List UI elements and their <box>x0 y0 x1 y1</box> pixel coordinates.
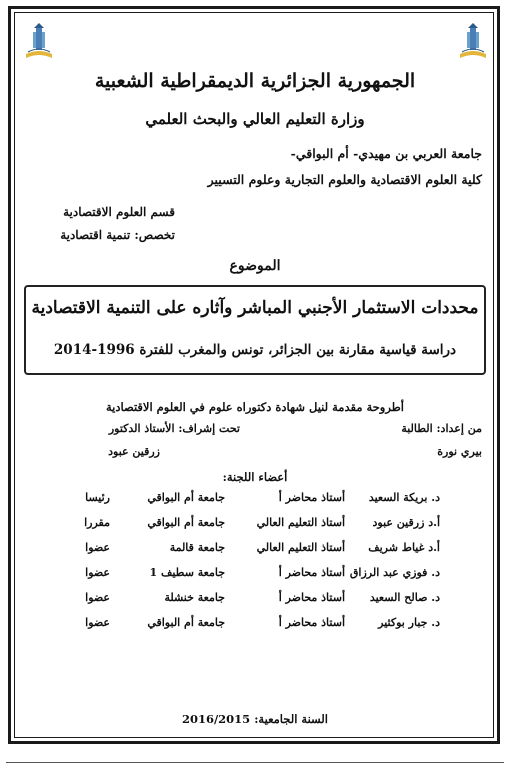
supervision-label: تحت إشراف: الأستاذ الدكتور <box>108 422 240 435</box>
member-role: عضوا <box>85 616 110 629</box>
department-name: قسم العلوم الاقتصادية <box>63 205 175 219</box>
member-name: د. فوزي عبد الرزاق <box>349 566 440 579</box>
committee-row <box>60 516 440 536</box>
member-name: د. جبار بوكثير <box>378 616 440 629</box>
ministry-title: وزارة التعليم العالي والبحث العلمي <box>145 110 365 128</box>
degree-line: أطروحة مقدمة لنيل شهادة دكتوراه علوم في العلوم الاقتصادية <box>105 400 405 414</box>
page-divider <box>6 762 504 763</box>
committee-row <box>60 616 440 636</box>
member-rank: أستاذ التعليم العالي <box>256 541 345 554</box>
member-role: رئيسا <box>85 491 110 504</box>
university-name: جامعة العربي بن مهيدي- أم البواقي- <box>290 146 482 161</box>
member-rank: أستاذ التعليم العالي <box>256 516 345 529</box>
member-institution: جامعة خنشلة <box>164 591 225 604</box>
student-name: بيري نورة <box>437 445 482 458</box>
committee-heading: أعضاء اللجنة: <box>222 470 288 484</box>
university-logo-icon <box>456 22 490 62</box>
member-rank: أستاذ محاضر أ <box>278 616 345 629</box>
faculty-name: كلية العلوم الاقتصادية والعلوم التجارية وعلوم التسيير <box>207 172 482 187</box>
member-rank: أستاذ محاضر أ <box>278 566 345 579</box>
thesis-title: محددات الاستثمار الأجنبي المباشر وآثاره على التنمية الاقتصادية <box>31 298 479 318</box>
member-name: أ.د زرقين عبود <box>372 516 440 529</box>
subject-label: الموضوع <box>229 258 281 274</box>
university-logo-icon <box>22 22 56 62</box>
committee-row <box>60 591 440 611</box>
member-role: مقررا <box>84 516 110 529</box>
committee-row <box>60 566 440 586</box>
thesis-subtitle: دراسة قياسية مقارنة بين الجزائر، تونس والمغرب للفترة 1996-2014 <box>53 342 457 358</box>
member-institution: جامعة أم البواقي <box>147 616 225 629</box>
member-role: عضوا <box>85 566 110 579</box>
member-institution: جامعة قالمة <box>169 541 225 554</box>
member-role: عضوا <box>85 541 110 554</box>
member-name: د. صالح السعيد <box>369 591 440 604</box>
member-institution: جامعة أم البواقي <box>147 491 225 504</box>
member-role: عضوا <box>85 591 110 604</box>
member-rank: أستاذ محاضر أ <box>278 491 345 504</box>
committee-row <box>60 541 440 561</box>
committee-row <box>60 491 440 511</box>
specialty: تخصص: تنمية اقتصادية <box>60 228 175 242</box>
member-institution: جامعة أم البواقي <box>147 516 225 529</box>
member-name: أ.د غياط شريف <box>368 541 440 554</box>
republic-title: الجمهورية الجزائرية الديمقراطية الشعبية <box>94 70 416 92</box>
academic-year: السنة الجامعية: 2016/2015 <box>181 712 329 726</box>
prepared-label: من إعداد: الطالبة <box>401 422 482 435</box>
supervisor-name: زرقين عبود <box>108 445 160 458</box>
member-name: د. بريكة السعيد <box>368 491 440 504</box>
member-institution: جامعة سطيف 1 <box>149 566 225 579</box>
member-rank: أستاذ محاضر أ <box>278 591 345 604</box>
